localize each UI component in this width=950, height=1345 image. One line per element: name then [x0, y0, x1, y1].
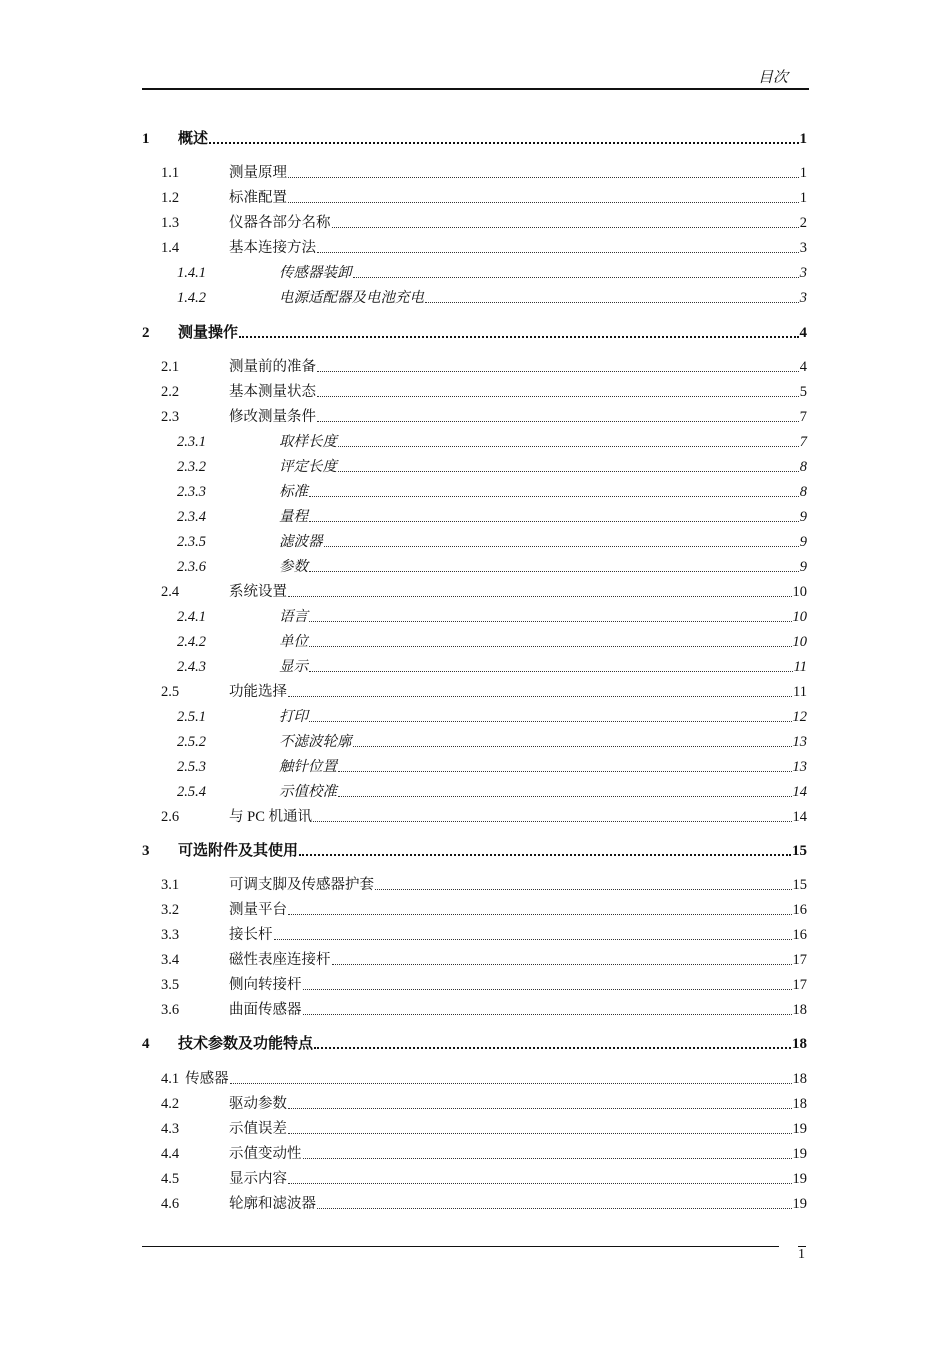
toc-entry-number: 4 — [142, 1036, 150, 1052]
toc-entry[interactable] — [142, 754, 807, 776]
toc-dot-leader — [288, 904, 792, 915]
toc-dot-leader — [338, 761, 792, 772]
toc-entry-page: 19 — [792, 1121, 807, 1137]
toc-entry-page: 3 — [799, 265, 807, 281]
toc-entry-number: 1.4.2 — [177, 290, 206, 306]
toc-entry-title: 传感器 — [185, 1071, 229, 1087]
toc-dot-leader — [288, 586, 792, 597]
toc-dot-leader — [309, 611, 792, 622]
toc-entry[interactable] — [142, 704, 807, 726]
toc-entry-title: 可选附件及其使用 — [178, 843, 299, 859]
toc-dot-leader — [375, 879, 792, 890]
toc-entry-title: 与 PC 机通讯 — [229, 809, 312, 825]
toc-dot-leader — [288, 1098, 792, 1109]
toc-entry-page: 18 — [792, 1096, 807, 1112]
toc-entry-number: 4.5 — [161, 1171, 180, 1187]
toc-entry-number: 2.4.1 — [177, 609, 206, 625]
toc-entry-number: 1.1 — [161, 165, 180, 181]
toc-entry[interactable] — [142, 947, 807, 969]
toc-entry-page: 10 — [792, 584, 807, 600]
toc-entry-number: 1.4 — [161, 240, 180, 256]
toc-entry-page: 18 — [792, 1002, 807, 1018]
toc-entry-title: 功能选择 — [229, 684, 287, 700]
toc-entry-page: 12 — [792, 709, 807, 725]
toc-entry-page: 19 — [792, 1171, 807, 1187]
toc-entry-page: 4 — [799, 325, 807, 341]
toc-entry[interactable] — [142, 922, 807, 944]
toc-dot-leader — [303, 1148, 792, 1159]
toc-entry-page: 13 — [792, 759, 807, 775]
toc-dot-leader — [239, 326, 798, 338]
toc-entry-title: 电源适配器及电池充电 — [279, 290, 424, 306]
toc-dot-leader — [303, 979, 792, 990]
toc-entry[interactable] — [142, 454, 807, 476]
toc-entry-page: 14 — [792, 784, 807, 800]
page-number: 1 — [798, 1247, 805, 1262]
toc-entry-title: 评定长度 — [279, 459, 337, 475]
toc-entry-number: 1 — [142, 131, 150, 147]
toc-entry[interactable] — [142, 1091, 807, 1113]
toc-entry[interactable] — [142, 1141, 807, 1163]
toc-entry[interactable] — [142, 404, 807, 426]
toc-entry-title: 标准配置 — [229, 190, 287, 206]
toc-entry-title: 不滤波轮廓 — [279, 734, 352, 750]
toc-dot-leader — [303, 1004, 792, 1015]
toc-entry-title: 测量原理 — [229, 165, 287, 181]
toc-entry-title: 打印 — [279, 709, 308, 725]
toc-entry-number: 2.5.4 — [177, 784, 206, 800]
toc-entry[interactable] — [142, 554, 807, 576]
toc-entry-number: 3.1 — [161, 877, 180, 893]
toc-dot-leader — [309, 511, 799, 522]
toc-entry[interactable] — [142, 838, 807, 860]
footer-rule — [142, 1246, 779, 1247]
toc-dot-leader — [314, 1037, 791, 1049]
toc-entry[interactable] — [142, 729, 807, 751]
toc-entry-page: 15 — [792, 877, 807, 893]
toc-dot-leader — [353, 267, 799, 278]
toc-entry-title: 系统设置 — [229, 584, 287, 600]
toc-entry[interactable] — [142, 997, 807, 1019]
toc-entry-page: 17 — [792, 952, 807, 968]
toc-dot-leader — [309, 636, 792, 647]
toc-entry-number: 3.4 — [161, 952, 180, 968]
toc-entry-title: 示值校准 — [279, 784, 337, 800]
toc-entry-page: 11 — [793, 659, 807, 675]
toc-entry-title: 技术参数及功能特点 — [178, 1036, 314, 1052]
toc-dot-leader — [299, 844, 791, 856]
toc-entry-number: 1.2 — [161, 190, 180, 206]
toc-entry-title: 显示 — [279, 659, 308, 675]
toc-dot-leader — [288, 192, 799, 203]
toc-dot-leader — [309, 661, 793, 672]
toc-entry[interactable] — [142, 579, 807, 601]
toc-entry-number: 2.3.1 — [177, 434, 206, 450]
toc-entry-page: 17 — [792, 977, 807, 993]
toc-entry-number: 3 — [142, 843, 150, 859]
toc-dot-leader — [317, 386, 799, 397]
toc-entry-number: 2.3.5 — [177, 534, 206, 550]
toc-entry[interactable] — [142, 529, 807, 551]
toc-dot-leader — [209, 132, 798, 144]
toc-entry-page: 7 — [799, 434, 807, 450]
toc-entry-number: 2.5 — [161, 684, 180, 700]
toc-entry-page: 1 — [799, 131, 807, 147]
toc-entry-page: 18 — [792, 1071, 807, 1087]
toc-dot-leader — [317, 411, 799, 422]
toc-dot-leader — [338, 436, 799, 447]
toc-entry-number: 2.4 — [161, 584, 180, 600]
toc-entry-page: 9 — [799, 509, 807, 525]
toc-entry[interactable] — [142, 126, 807, 148]
toc-entry-title: 驱动参数 — [229, 1096, 287, 1112]
toc-entry[interactable] — [142, 479, 807, 501]
toc-dot-leader — [288, 686, 792, 697]
toc-entry[interactable] — [142, 1191, 807, 1213]
toc-entry-number: 2.6 — [161, 809, 180, 825]
toc-dot-leader — [425, 292, 799, 303]
toc-entry-title: 曲面传感器 — [229, 1002, 302, 1018]
toc-entry-title: 示值变动性 — [229, 1146, 302, 1162]
toc-dot-leader — [317, 1198, 792, 1209]
toc-dot-leader — [309, 711, 792, 722]
toc-entry-page: 10 — [792, 634, 807, 650]
page-header-title: 目次 — [757, 70, 788, 86]
toc-entry-page: 13 — [792, 734, 807, 750]
toc-entry-page: 7 — [799, 409, 807, 425]
toc-entry-number: 4.2 — [161, 1096, 180, 1112]
toc-entry-page: 9 — [799, 559, 807, 575]
toc-entry[interactable] — [142, 354, 807, 376]
toc-entry[interactable] — [142, 972, 807, 994]
toc-entry-page: 19 — [792, 1196, 807, 1212]
toc-entry-number: 2.3 — [161, 409, 180, 425]
toc-entry-title: 概述 — [178, 131, 209, 147]
toc-dot-leader — [317, 242, 799, 253]
toc-entry-number: 2.3.6 — [177, 559, 206, 575]
toc-dot-leader — [309, 561, 799, 572]
toc-entry-page: 1 — [799, 190, 807, 206]
toc-entry-number: 2 — [142, 325, 150, 341]
toc-entry-page: 9 — [799, 534, 807, 550]
toc-entry-title: 滤波器 — [279, 534, 323, 550]
toc-entry[interactable] — [142, 504, 807, 526]
toc-entry-number: 2.4.3 — [177, 659, 206, 675]
toc-entry-page: 16 — [792, 927, 807, 943]
toc-entry-number: 4.6 — [161, 1196, 180, 1212]
toc-entry[interactable] — [142, 1031, 807, 1053]
toc-entry-title: 可调支脚及传感器护套 — [229, 877, 374, 893]
toc-dot-leader — [288, 1173, 792, 1184]
toc-dot-leader — [332, 217, 799, 228]
toc-entry-page: 5 — [799, 384, 807, 400]
toc-dot-leader — [317, 361, 799, 372]
toc-entry-number: 2.1 — [161, 359, 180, 375]
toc-dot-leader — [288, 1123, 792, 1134]
toc-entry-title: 测量平台 — [229, 902, 287, 918]
toc-entry-title: 显示内容 — [229, 1171, 287, 1187]
toc-entry-title: 测量操作 — [178, 325, 239, 341]
toc-entry-title: 语言 — [279, 609, 308, 625]
toc-entry-title: 磁性表座连接杆 — [229, 952, 331, 968]
toc-entry-title: 侧向转接杆 — [229, 977, 302, 993]
toc-entry-title: 量程 — [279, 509, 308, 525]
toc-entry-page: 10 — [792, 609, 807, 625]
toc-entry-page: 19 — [792, 1146, 807, 1162]
toc-entry-number: 2.3.4 — [177, 509, 206, 525]
toc-entry-title: 轮廓和滤波器 — [229, 1196, 316, 1212]
toc-entry-page: 8 — [799, 484, 807, 500]
toc-entry[interactable] — [142, 679, 807, 701]
toc-entry-number: 3.3 — [161, 927, 180, 943]
toc-dot-leader — [288, 167, 799, 178]
toc-entry[interactable] — [142, 1066, 807, 1088]
toc-entry[interactable] — [142, 1166, 807, 1188]
toc-entry-title: 接长杆 — [229, 927, 273, 943]
toc-entry-page: 18 — [792, 1036, 807, 1052]
toc-entry-title: 取样长度 — [279, 434, 337, 450]
toc-dot-leader — [230, 1073, 792, 1084]
toc-entry-page: 3 — [799, 240, 807, 256]
toc-entry-number: 4.3 — [161, 1121, 180, 1137]
toc-entry-number: 2.5.1 — [177, 709, 206, 725]
toc-entry-number: 2.5.2 — [177, 734, 206, 750]
toc-entry-title: 基本连接方法 — [229, 240, 316, 256]
toc-entry-title: 触针位置 — [279, 759, 337, 775]
toc-dot-leader — [353, 736, 792, 747]
toc-entry[interactable] — [142, 604, 807, 626]
toc-entry[interactable] — [142, 804, 807, 826]
toc-dot-leader — [274, 929, 792, 940]
toc-entry[interactable] — [142, 210, 807, 232]
toc-entry[interactable] — [142, 429, 807, 451]
toc-entry-number: 2.2 — [161, 384, 180, 400]
toc-entry[interactable] — [142, 629, 807, 651]
toc-entry-title: 传感器装卸 — [279, 265, 352, 281]
toc-entry-title: 测量前的准备 — [229, 359, 316, 375]
toc-entry[interactable] — [142, 654, 807, 676]
toc-entry-title: 标准 — [279, 484, 308, 500]
toc-entry[interactable] — [142, 235, 807, 257]
toc-entry-page: 3 — [799, 290, 807, 306]
toc-entry-number: 2.4.2 — [177, 634, 206, 650]
toc-entry[interactable] — [142, 379, 807, 401]
toc-entry[interactable] — [142, 320, 807, 342]
toc-entry[interactable] — [142, 160, 807, 182]
header-rule — [142, 88, 809, 90]
toc-entry-page: 8 — [799, 459, 807, 475]
toc-entry-title: 参数 — [279, 559, 308, 575]
toc-dot-leader — [338, 786, 792, 797]
toc-dot-leader — [338, 461, 799, 472]
toc-entry-title: 示值误差 — [229, 1121, 287, 1137]
toc-entry-number: 4.4 — [161, 1146, 180, 1162]
toc-entry-number: 2.5.3 — [177, 759, 206, 775]
toc-entry-title: 基本测量状态 — [229, 384, 316, 400]
toc-entry[interactable] — [142, 285, 807, 307]
toc-dot-leader — [309, 486, 799, 497]
toc-entry-page: 11 — [793, 684, 807, 700]
toc-entry-page: 1 — [799, 165, 807, 181]
toc-entry-number: 1.3 — [161, 215, 180, 231]
toc-entry-number: 3.2 — [161, 902, 180, 918]
toc-entry-page: 15 — [792, 843, 807, 859]
toc-entry[interactable] — [142, 779, 807, 801]
toc-entry-number: 4.1 — [161, 1071, 180, 1087]
toc-entry-number: 3.5 — [161, 977, 180, 993]
toc-dot-leader — [332, 954, 792, 965]
toc-entry[interactable] — [142, 260, 807, 282]
toc-entry-page: 2 — [799, 215, 807, 231]
toc-entry[interactable] — [142, 1116, 807, 1138]
toc-entry-number: 2.3.3 — [177, 484, 206, 500]
toc-entry-page: 4 — [799, 359, 807, 375]
toc-entry-number: 3.6 — [161, 1002, 180, 1018]
toc-dot-leader — [324, 536, 799, 547]
toc-entry-number: 1.4.1 — [177, 265, 206, 281]
toc-entry-number: 2.3.2 — [177, 459, 206, 475]
toc-entry-page: 16 — [792, 902, 807, 918]
toc-entry-title: 修改测量条件 — [229, 409, 316, 425]
toc-entry[interactable] — [142, 872, 807, 894]
toc-dot-leader — [313, 811, 792, 822]
toc-entry-title: 仪器各部分名称 — [229, 215, 331, 231]
toc-entry[interactable] — [142, 897, 807, 919]
toc-entry-title: 单位 — [279, 634, 308, 650]
toc-entry[interactable] — [142, 185, 807, 207]
toc-entry-page: 14 — [792, 809, 807, 825]
